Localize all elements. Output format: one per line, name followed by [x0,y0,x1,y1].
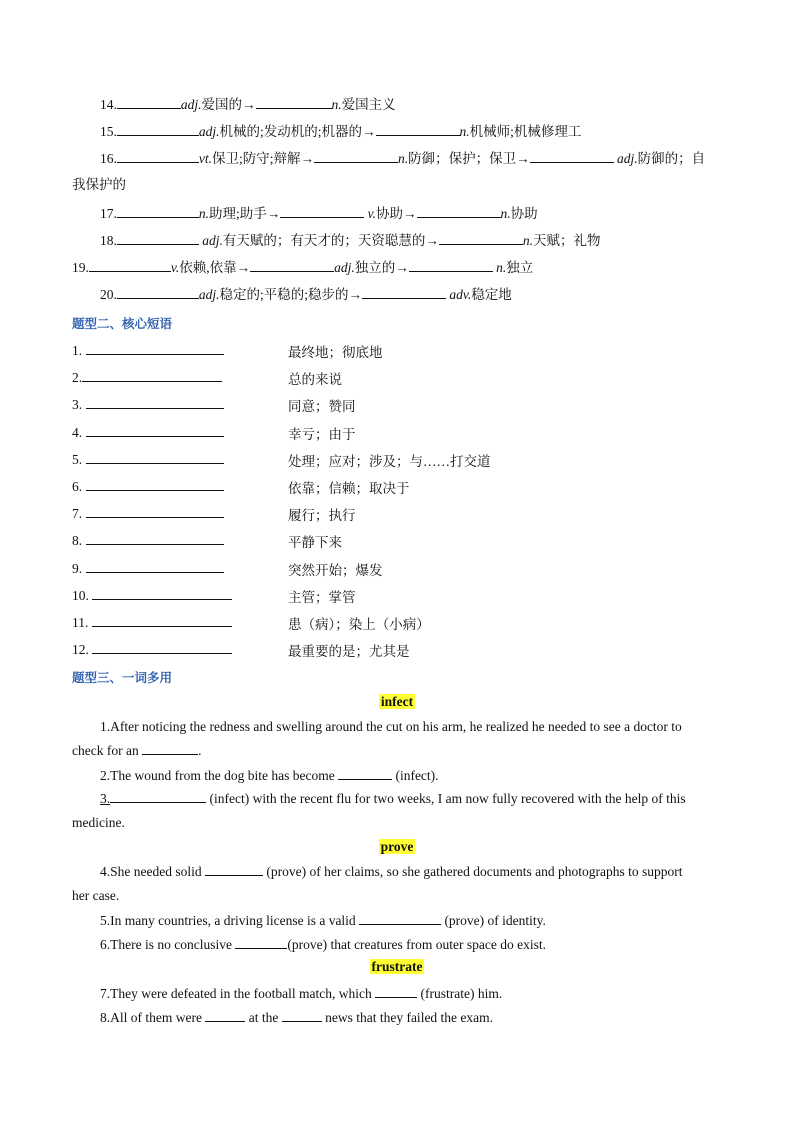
vocab-line-18: 18. adj.有天赋的；有天才的；天资聪慧的→ n.天赋；礼物 [100,233,601,248]
sentence-2: 2.The wound from the dog bite has become (infect). [100,768,439,783]
keyword-infect: infect [380,694,414,709]
phrase-meaning-4: 幸亏；由于 [288,427,356,442]
sentence-4: 4.She needed solid (prove) of her claims, so she gathered documents and photographs to support her case. [72,864,683,903]
vocab-line-16-cont: 我保护的 [72,177,126,192]
vocab-line-14: 14. adj.爱国的→ n.爱国主义 [100,97,396,112]
phrase-item-8: 8. [72,531,224,549]
phrase-item-9: 9. [72,559,224,577]
vocab-line-20: 20. adj.稳定的;平稳的;稳步的→ adv.稳定地 [100,287,512,302]
phrase-item-4: 4. [72,423,224,441]
phrase-meaning-10: 主管；掌管 [288,590,356,605]
sentence-1: 1.After noticing the redness and swelling around the cut on his arm, he realized he needed to see a doctor to check for an . [72,719,682,758]
phrase-item-6: 6. [72,477,224,495]
phrase-meaning-1: 最终地；彻底地 [288,345,383,360]
sentence-7: 7.They were defeated in the football match, which (frustrate) him. [100,986,503,1001]
phrase-meaning-9: 突然开始；爆发 [288,563,383,578]
phrase-item-3: 3. [72,395,224,413]
sentence-3: 3. (infect) with the recent flu for two weeks, I am now fully recovered with the help of this medicine. [72,791,686,830]
phrase-item-2: 2. [72,368,222,386]
phrase-item-11: 11. [72,613,232,631]
keyword-frustrate: frustrate [371,959,423,974]
sentence-6: 6.There is no conclusive (prove) that creatures from outer space do exist. [100,937,546,952]
phrase-item-7: 7. [72,504,224,522]
sentence-5: 5.In many countries, a driving license is a valid (prove) of identity. [100,913,546,928]
phrase-meaning-8: 平静下来 [288,535,342,550]
phrase-meaning-12: 最重要的是；尤其是 [288,644,410,659]
phrase-meaning-5: 处理；应对；涉及；与……打交道 [288,454,491,469]
vocab-line-17: 17. n.助理;助手→ v.协助→ n.协助 [100,206,538,221]
vocab-line-19: 19. v.依赖,依靠→ adj.独立的→ n.独立 [72,260,534,275]
vocab-line-15: 15. adj.机械的;发动机的;机器的→ n.机械师;机械修理工 [100,124,582,139]
phrase-meaning-3: 同意；赞同 [288,399,356,414]
sentence-8: 8.All of them were at the news that they failed the exam. [100,1010,494,1025]
keyword-prove: prove [380,839,414,854]
phrase-item-10: 10. [72,586,232,604]
section-heading-phrases: 题型二、核心短语 [72,316,173,331]
vocab-line-16: 16. vt.保卫;防守;辩解→ n.防御；保护；保卫→ adj.防御的；自 [100,151,706,166]
phrase-meaning-6: 依靠；信赖；取决于 [288,481,410,496]
phrase-meaning-2: 总的来说 [288,372,342,387]
phrase-item-12: 12. [72,640,232,658]
phrase-item-5: 5. [72,450,224,468]
section-heading-word-forms: 题型三、一词多用 [72,670,173,685]
phrase-item-1: 1. [72,341,224,359]
phrase-meaning-11: 患（病）；染上（小病） [288,617,430,632]
phrase-meaning-7: 履行；执行 [288,508,356,523]
